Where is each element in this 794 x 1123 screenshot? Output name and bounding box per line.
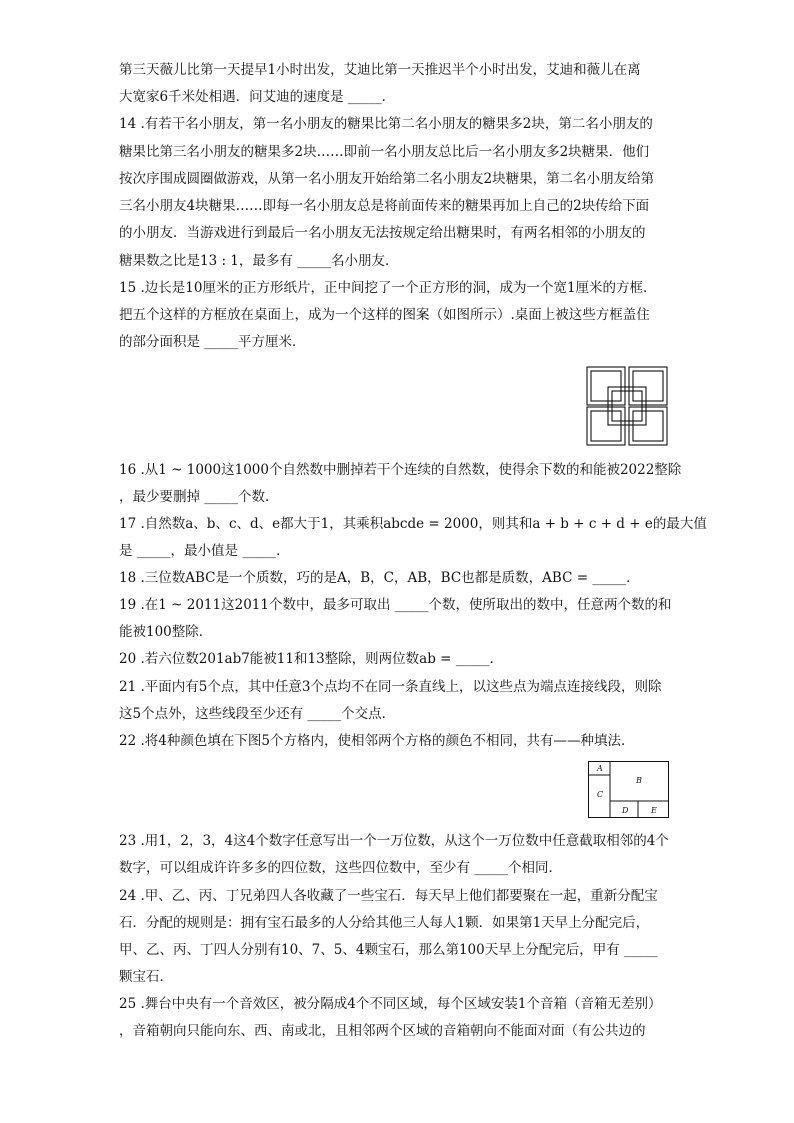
question-23: 23 .用1，2，3，4这4个数字任意写出一个一万位数，从这个一万位数中任意截取相邻的4个 (119, 833, 669, 849)
text-line: 数字，可以组成许许多多的四位数，这些四位数中，至少有 _____个相同． (119, 860, 563, 876)
text-line: 大宽家6千米处相遇．问艾迪的速度是 _____． (119, 89, 396, 105)
cell-label-e: E (651, 806, 657, 815)
question-17: 17 .自然数a、b、c、d、e都大于1，其乘积abcde = 2000，则其和a + b + c + d + e的最大值 (119, 516, 707, 532)
text-line: 颗宝石． (119, 969, 173, 985)
question-14: 14 .有若干名小朋友，第一名小朋友的糖果比第二名小朋友的糖果多2块，第二名小朋友的 (119, 116, 653, 132)
text-line: 按次序围成圆圈做游戏，从第一名小朋友开始给第二名小朋友2块糖果，第二名小朋友给第 (119, 171, 655, 187)
text-line: 糖果数之比是13 : 1，最多有 _____名小朋友． (119, 253, 399, 269)
text-line: 石．分配的规则是：拥有宝石最多的人分给其他三人每人1颗．如果第1天早上分配完后， (119, 915, 650, 931)
question-19: 19 .在1 ~ 2011这2011个数中，最多可取出 _____个数，使所取出的数中，任意两个数的和 (119, 597, 672, 613)
text-line: 三名小朋友4块糖果……即每一名小朋友总是将前面传来的糖果再加上自己的2块传给下面 (119, 198, 650, 214)
question-21: 21 .平面内有5个点，其中任意3个点均不在同一条直线上，以这些点为端点连接线段，则除 (119, 679, 662, 695)
cell-label-a: A (597, 764, 603, 773)
text-line: 甲、乙、丙、丁四人分别有10、7、5、4颗宝石，那么第100天早上分配完后，甲有 _____ (119, 942, 658, 958)
grid-figure (588, 761, 670, 819)
cell-label-b: B (636, 776, 642, 785)
question-18: 18 .三位数ABC是一个质数，巧的是A，B，C，AB，BC也都是质数，ABC = _____． (119, 570, 640, 586)
text-line: 的小朋友．当游戏进行到最后一名小朋友无法按规定给出糖果时，有两名相邻的小朋友的 (119, 225, 646, 241)
text-line: 能被100整除． (119, 624, 213, 640)
text-line: 第三天薇儿比第一天提早1小时出发，艾迪比第一天推迟半个小时出发，艾迪和薇儿在离 (119, 62, 641, 78)
question-25: 25 .舞台中央有一个音效区，被分隔成4个不同区域，每个区域安装1个音箱（音箱无差别） (119, 996, 662, 1012)
text-line: ，最少要删掉 _____个数． (119, 489, 279, 505)
cell-label-c: C (597, 790, 604, 799)
question-20: 20 .若六位数201ab7能被11和13整除，则两位数ab = _____． (119, 651, 503, 667)
text-line: 的部分面积是 _____平方厘米． (119, 334, 306, 350)
question-22: 22 .将4种颜色填在下图5个方格内，使相邻两个方格的颜色不相同，共有——种填法． (119, 733, 635, 749)
frames-figure (586, 366, 668, 446)
text-line: ，音箱朝向只能向东、西、南或北，且相邻两个区域的音箱朝向不能面对面（有公共边的 (119, 1023, 646, 1039)
text-line: 是 _____，最小值是 _____． (119, 543, 290, 559)
text-line: 这5个点外，这些线段至少还有 _____个交点． (119, 706, 396, 722)
text-line: 把五个这样的方框放在桌面上，成为一个这样的图案（如图所示）.桌面上被这些方框盖住 (119, 307, 650, 323)
question-15: 15 .边长是10厘米的正方形纸片，正中间挖了一个正方形的洞，成为一个宽1厘米的方框． (119, 280, 657, 296)
question-24: 24 .甲、乙、丙、丁兄弟四人各收藏了一些宝石．每天早上他们都要聚在一起，重新分配宝 (119, 888, 658, 904)
question-16: 16 .从1 ~ 1000这1000个自然数中删掉若干个连续的自然数，使得余下数的和能被2022整除 (119, 462, 682, 478)
cell-label-d: D (622, 806, 629, 815)
text-line: 糖果比第三名小朋友的糖果多2块……即前一名小朋友总比后一名小朋友多2块糖果．他们 (119, 144, 650, 160)
